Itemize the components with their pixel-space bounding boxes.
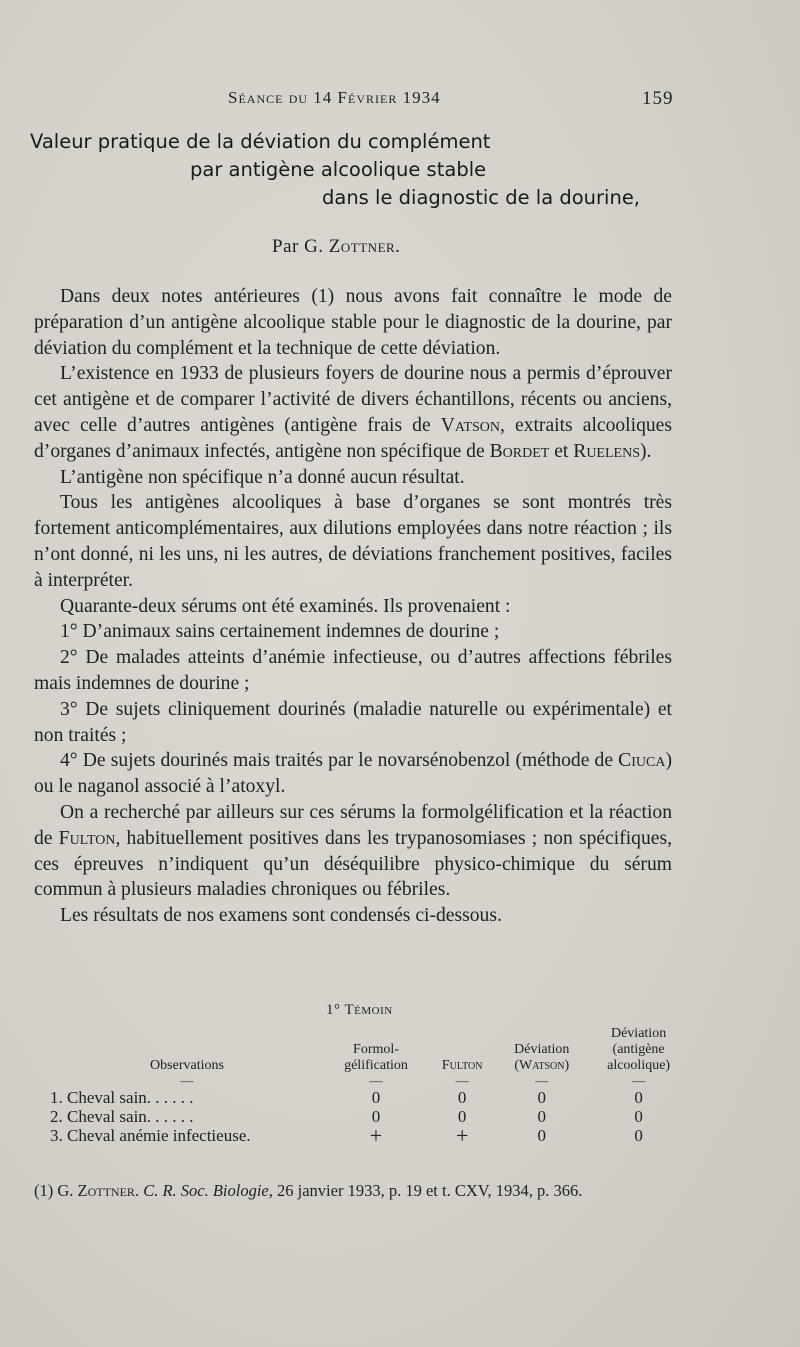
footnote-rest: 26 janvier 1933, p. 19 et t. CXV, 1934, p. 366. [272, 1181, 583, 1200]
page-number: 159 [642, 88, 674, 109]
header-deviation-alcool: Déviation (antigène alcoolique) [607, 1026, 671, 1073]
name-vatson: Vatson [440, 414, 501, 436]
dash: — [535, 1073, 549, 1088]
header-observations: Observations [150, 1058, 224, 1073]
paragraph-2 [34, 361, 672, 464]
p2-text-c: et [549, 440, 574, 462]
p2-text-b: , extraits alcooliques d’organes d’animaux infectés, antigène non spécifique de [34, 414, 672, 462]
results-table [50, 1026, 690, 1148]
table-header-row [50, 1026, 690, 1074]
paragraph-1: Dans deux notes antérieures (1) nous avons fait connaître le mode de préparation d’un antigène alcoolique stable pour le diagnostic de la dourine, par déviation du complément et la technique de cette déviation. [34, 286, 672, 359]
name-ciuca: Ciuca [618, 750, 666, 772]
list-item-2: 2° De malades atteints d’anémie infectieuse, ou d’autres affections fébriles mais indemnes de dourine ; [34, 647, 672, 694]
p10-text-b: , habituellement positives dans les trypanosomiases ; non spécifiques, ces épreuves n’indiquent qu’un déséquilibre physico-chimique du sérum commun à plusieurs maladies chroniques ou fébriles. [34, 827, 672, 901]
cell-alcool: 0 [634, 1107, 643, 1126]
row-label: 2. Cheval sain. . . . . . [50, 1107, 194, 1126]
paragraph-3: L’antigène non spécifique n’a donné aucun résultat. [60, 466, 465, 488]
p9-text-a: 4° De sujets dourinés mais traités par le novarsénobenzol (méthode de [60, 750, 619, 772]
paragraph-10 [34, 800, 672, 903]
cell-watson: 0 [537, 1088, 547, 1107]
table-row [50, 1088, 690, 1107]
cell-fulton: 0 [457, 1107, 467, 1126]
list-item-4 [34, 748, 672, 800]
cell-watson: 0 [537, 1107, 547, 1126]
cell-alcool: 0 [634, 1088, 643, 1107]
dash: — [632, 1073, 646, 1088]
footnote-sep: . [134, 1181, 144, 1200]
name-fulton: Fulton [58, 827, 116, 849]
byline-author: G. Zottner. [304, 236, 401, 257]
table-title: 1° Témoin [326, 1002, 393, 1018]
row-label: 1. Cheval sain. . . . . . [50, 1088, 194, 1107]
table-row [50, 1126, 690, 1145]
running-header [0, 88, 800, 112]
name-bordet: Bordet [489, 440, 550, 462]
header-deviation-watson: Déviation (Watson) [514, 1042, 570, 1073]
cell-fulton: + [455, 1123, 469, 1148]
cell-formol: + [369, 1123, 383, 1148]
p10-text-a: On a recherché par ailleurs sur ces sérums la formolgélification et la réaction de [34, 801, 672, 849]
p2-text-a: L’existence en 1933 de plusieurs foyers de dourine nous a permis d’éprouver cet antigène et de comparer l’activité de divers échantillons, récents ou anciens, avec celle d’autres antigènes (antigène frais de [34, 363, 672, 436]
footnote-journal: C. R. Soc. Biologie, [143, 1181, 273, 1200]
title-line-3: dans le diagnostic de la dourine, [322, 186, 641, 209]
p2-text-d: ). [639, 440, 652, 462]
cell-fulton: 0 [457, 1088, 467, 1107]
byline [272, 236, 400, 258]
article-body [34, 284, 672, 929]
row-label: 3. Cheval anémie infectieuse. [50, 1126, 251, 1145]
paragraph-5: Quarante-deux sérums ont été examinés. Ils provenaient : [60, 595, 511, 617]
dash: — [455, 1073, 469, 1088]
cell-watson: 0 [537, 1126, 547, 1145]
header-formol: Formol- gélification [344, 1042, 408, 1073]
title-line-1: Valeur pratique de la déviation du complément [30, 130, 491, 153]
paragraph-4: Tous les antigènes alcooliques à base d’organes se sont montrés très fortement anticomplémentaires, aux dilutions employées dans notre réaction ; ils n’ont donné, ni les uns, ni les autres, de déviations franchement positives, faciles à interpréter. [34, 492, 672, 591]
dash: — [180, 1073, 194, 1088]
cell-alcool: 0 [634, 1126, 643, 1145]
title-line-2: par antigène alcoolique stable [190, 158, 487, 181]
byline-prefix: Par [272, 236, 299, 257]
list-item-3: 3° De sujets cliniquement dourinés (maladie naturelle ou expérimentale) et non traités ; [34, 698, 672, 746]
footnote-prefix: (1) G. [34, 1181, 78, 1200]
dash: — [369, 1073, 383, 1088]
table-dash-row [50, 1074, 690, 1088]
paragraph-11: Les résultats de nos examens sont condensés ci-dessous. [60, 905, 502, 927]
footnote-author: Zottner [77, 1181, 135, 1200]
cell-formol: 0 [371, 1088, 381, 1107]
article-title [30, 128, 680, 212]
list-item-1: 1° D’animaux sains certainement indemnes de dourine ; [60, 621, 500, 643]
cell-formol: 0 [371, 1107, 381, 1126]
name-ruelens: Ruelens [573, 440, 640, 462]
footnote [34, 1180, 674, 1202]
running-title: Séance du 14 Février 1934 [228, 88, 441, 107]
header-fulton: Fulton [441, 1058, 483, 1073]
p9-text-b: ) ou le naganol associé à l’atoxyl. [34, 750, 672, 798]
